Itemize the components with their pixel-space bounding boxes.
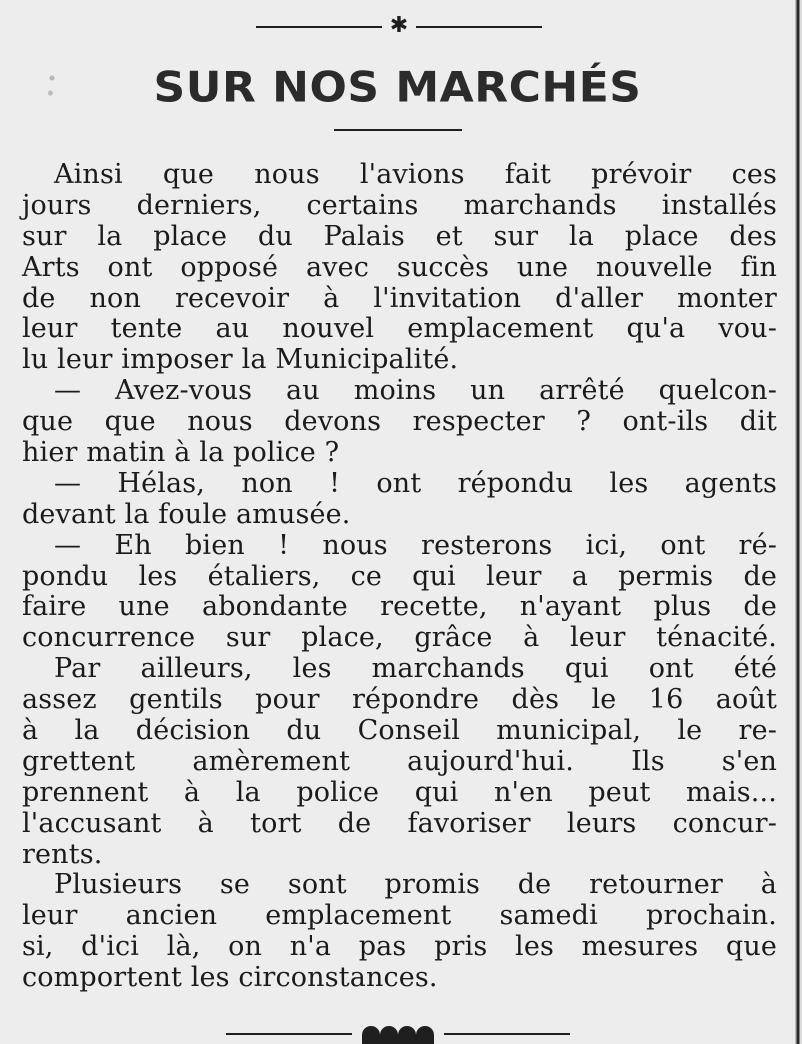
article-line: faire une abondante recette, n'ayant plus de — [22, 591, 777, 623]
title-underline — [334, 129, 462, 131]
article-line: assez gentils pour répondre dès le 16 août — [22, 684, 777, 716]
article-line: de non recevoir à l'invitation d'aller monter — [22, 282, 777, 314]
article-line: sur la place du Palais et sur la place des — [22, 220, 777, 252]
top-ornament-left-rule — [256, 26, 382, 28]
article-line: Par ailleurs, les marchands qui ont été — [54, 653, 777, 685]
article-line: que que nous devons respecter ? ont-ils dit — [22, 406, 777, 438]
article-line: hier matin à la police ? — [22, 437, 340, 469]
top-ornament — [256, 13, 542, 38]
article-line: — Avez-vous au moins un arrêté quelcon- — [54, 375, 777, 407]
scroll-ornament-icon — [362, 1026, 434, 1044]
article-line: concurrence sur place, grâce à leur ténacité. — [22, 622, 777, 654]
article-line: leur tente au nouvel emplacement qu'a vou- — [22, 313, 777, 345]
article-line: Arts ont opposé avec succès une nouvelle fin — [22, 251, 777, 283]
bottom-ornament-right-rule — [444, 1033, 570, 1035]
article-line: Plusieurs se sont promis de retourner à — [54, 869, 777, 901]
article-line: l'accusant à tort de favoriser leurs concur- — [22, 807, 777, 839]
article-line: — Eh bien ! nous resterons ici, ont ré- — [54, 529, 777, 561]
article-line: pondu les étaliers, ce qui leur a permis de — [22, 560, 777, 592]
article-line: comportent les circonstances. — [22, 962, 438, 994]
article-line: rents. — [22, 838, 103, 870]
article-line: si, d'ici là, on n'a pas pris les mesures que — [22, 931, 777, 963]
article-line: grettent amèrement aujourd'hui. Ils s'en — [22, 745, 777, 777]
article-line: leur ancien emplacement samedi prochain. — [22, 900, 777, 932]
article-line: — Hélas, non ! ont répondu les agents — [54, 467, 777, 499]
article-title: SUR NOS MARCHÉS — [153, 63, 642, 112]
article-body — [22, 160, 777, 994]
article-line: lu leur imposer la Municipalité. — [22, 344, 459, 376]
bottom-ornament-left-rule — [226, 1033, 352, 1035]
article-line: à la décision du Conseil municipal, le re- — [22, 715, 777, 747]
article-line: Ainsi que nous l'avions fait prévoir ces — [54, 159, 777, 190]
article-line: jours derniers, certains marchands installés — [22, 189, 777, 221]
bottom-ornament — [226, 1024, 570, 1044]
column-rule — [795, 0, 802, 1044]
article-line: prennent à la police qui n'en peut mais... — [22, 776, 777, 808]
top-ornament-right-rule — [416, 26, 542, 28]
article-line: devant la foule amusée. — [22, 498, 351, 530]
star-icon: ✱ — [389, 13, 409, 38]
